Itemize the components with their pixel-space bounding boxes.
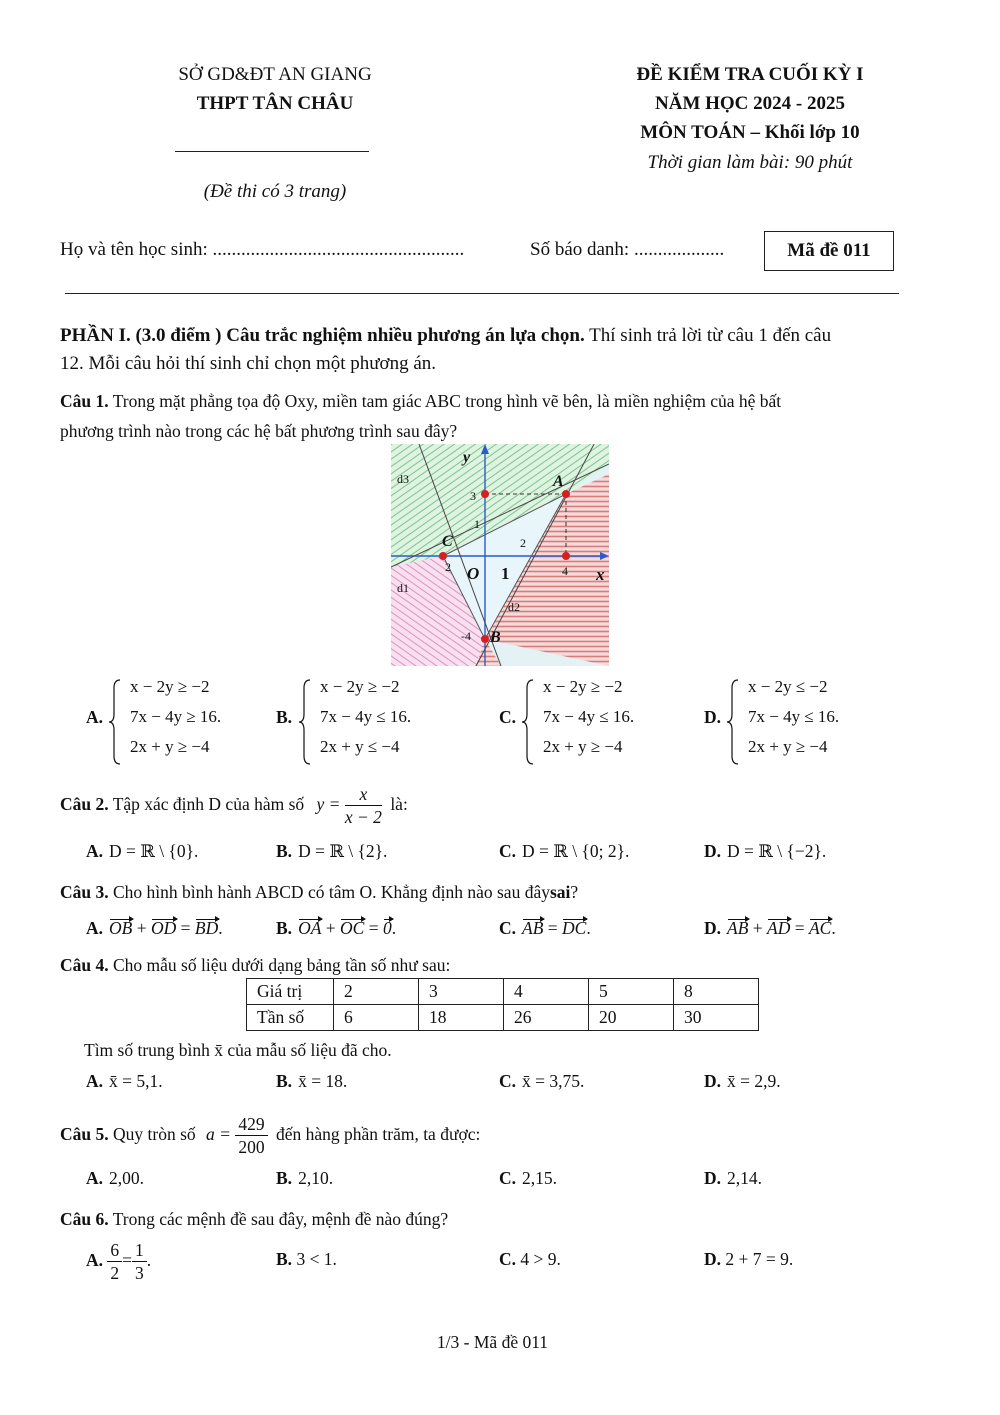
q2-fraction — [345, 783, 382, 828]
inequality-system — [108, 677, 278, 767]
q5-option-a[interactable] — [86, 1168, 144, 1189]
vector: 0 — [382, 918, 392, 938]
q6-label: Câu 6. — [60, 1209, 109, 1229]
option-label: C. — [499, 1071, 517, 1091]
option-text: x̄ = 5,1. — [109, 1071, 163, 1091]
part1-desc-2: 12. Mỗi câu hỏi thí sinh chỉ chọn một phương án. — [60, 353, 437, 374]
q1-figure — [391, 444, 609, 666]
q2-option-b[interactable] — [276, 841, 387, 862]
vector: BD — [194, 918, 219, 938]
part1-title: PHẦN I. (3.0 điểm ) Câu trắc nghiệm nhiều phương án lựa chọn. — [60, 325, 585, 346]
q2-stem: Tập xác định D của hàm số — [112, 794, 305, 814]
q2-tail: là: — [390, 794, 408, 814]
q5-fraction — [235, 1113, 267, 1158]
vector: OB — [109, 918, 133, 938]
q5-a-eq: a = — [206, 1124, 231, 1144]
operator: . — [831, 918, 836, 938]
tick-y3: 3 — [470, 489, 476, 503]
inequality-line: x − 2y ≥ −2 — [320, 677, 400, 696]
q1-label: Câu 1. — [60, 391, 109, 411]
option-text: 4 > 9. — [520, 1249, 561, 1269]
q5-option-c[interactable] — [499, 1168, 557, 1189]
inequality-line: 2x + y ≥ −4 — [748, 737, 828, 756]
option-label: A. — [86, 707, 104, 727]
option-label: C. — [499, 1168, 517, 1188]
q6-den-1: 2 — [110, 1263, 120, 1284]
q4-label: Câu 4. — [60, 955, 109, 975]
option-text: 2,15. — [522, 1168, 558, 1188]
school-name: THPT TÂN CHÂU — [196, 93, 354, 114]
dept-name: SỞ GD&ĐT AN GIANG — [178, 64, 372, 85]
q2-option-d[interactable] — [704, 841, 826, 862]
header-divider-left — [175, 151, 369, 152]
option-label: D. — [704, 918, 722, 938]
q6-option-c[interactable] — [499, 1249, 561, 1270]
label-a: A — [553, 473, 564, 490]
q3-text — [60, 880, 578, 904]
table-cell: Giá trị — [247, 979, 334, 1005]
option-text: x̄ = 18. — [298, 1071, 348, 1091]
q6-end: . — [146, 1250, 152, 1270]
option-label: A. — [86, 1071, 104, 1091]
point-a — [562, 490, 570, 498]
q6-fraction-1 — [107, 1239, 122, 1284]
table-cell: 26 — [504, 1005, 589, 1031]
inequality-line: x − 2y ≥ −2 — [543, 677, 623, 696]
point-b — [481, 635, 489, 643]
tick-xm2: 2 — [445, 560, 451, 574]
option-text: D = ℝ \ {−2}. — [727, 841, 827, 861]
inequality-line: 2x + y ≤ −4 — [320, 737, 400, 756]
option-label: C. — [499, 841, 517, 861]
q6-option-b[interactable] — [276, 1249, 337, 1270]
option-label: B. — [276, 1249, 293, 1269]
q3-option-a[interactable] — [86, 918, 223, 939]
label-d1: d1 — [397, 581, 409, 595]
q5-denominator: 200 — [238, 1137, 265, 1158]
tick-x2: 2 — [520, 536, 526, 550]
q6-eq: = — [122, 1250, 133, 1270]
page-footer: 1/3 - Mã đề 011 — [436, 1332, 549, 1352]
q2-y-eq: y = — [316, 794, 341, 814]
option-label: B. — [276, 1168, 293, 1188]
inequality-system — [521, 677, 691, 767]
option-text: 2,14. — [727, 1168, 763, 1188]
tick-y1: 1 — [474, 517, 480, 531]
point-c — [439, 552, 447, 560]
table-cell: 5 — [589, 979, 674, 1005]
option-text: 2,10. — [298, 1168, 334, 1188]
table-cell: 18 — [419, 1005, 504, 1031]
label-c: C — [442, 533, 453, 550]
option-text: D = ℝ \ {0; 2}. — [522, 841, 630, 861]
tick-ym4: -4 — [461, 629, 471, 643]
option-label: D. — [704, 1071, 722, 1091]
inequality-line: x − 2y ≤ −2 — [748, 677, 828, 696]
q3-option-d[interactable] — [704, 918, 836, 939]
operator: . — [391, 918, 397, 938]
duration-line: Thời gian làm bài: 90 phút — [647, 152, 853, 173]
q4-option-b[interactable] — [276, 1071, 347, 1092]
q1-option-c[interactable] — [499, 677, 689, 767]
q6-text — [60, 1207, 448, 1231]
q5-stem: Quy tròn số — [113, 1124, 196, 1144]
table-cell: 8 — [674, 979, 759, 1005]
option-label: C. — [499, 918, 517, 938]
subject-line: MÔN TOÁN – Khối lớp 10 — [640, 122, 860, 143]
vector: OA — [298, 918, 322, 938]
q6-num-2: 1 — [132, 1239, 147, 1262]
vector: AB — [727, 918, 749, 938]
q4-option-c[interactable] — [499, 1071, 584, 1092]
option-text: D = ℝ \ {2}. — [298, 841, 388, 861]
q2-option-a[interactable] — [86, 841, 198, 862]
pages-note: (Đề thi có 3 trang) — [203, 181, 347, 202]
operator: = — [543, 918, 563, 938]
q2-option-c[interactable] — [499, 841, 629, 862]
q4-option-d[interactable] — [704, 1071, 781, 1092]
table-cell: 30 — [674, 1005, 759, 1031]
q2-denominator: x − 2 — [344, 807, 382, 828]
inequality-line: x − 2y ≥ −2 — [130, 677, 210, 696]
option-label: B. — [276, 841, 293, 861]
q4-text — [60, 953, 450, 977]
school-year: NĂM HỌC 2024 - 2025 — [655, 93, 845, 114]
table-cell: 6 — [334, 1005, 419, 1031]
operator: + — [748, 918, 768, 938]
inequality-line: 7x − 4y ≤ 16. — [320, 707, 412, 726]
q5-option-b[interactable] — [276, 1168, 333, 1189]
point-x4 — [562, 552, 570, 560]
option-label: A. — [86, 918, 104, 938]
q6-stem: Trong các mệnh đề sau đây, mệnh đề nào đúng? — [112, 1209, 449, 1229]
label-d3: d3 — [397, 472, 409, 486]
student-id-field: Số báo danh: ................... — [530, 239, 725, 260]
option-label: D. — [704, 1249, 722, 1269]
label-b: B — [490, 629, 501, 646]
inequality-system — [726, 677, 896, 767]
q6-option-a[interactable] — [86, 1237, 151, 1284]
q5-option-d[interactable] — [704, 1168, 762, 1189]
part1-heading — [60, 322, 945, 378]
q1-option-a[interactable] — [86, 677, 276, 767]
option-label: B. — [276, 1071, 293, 1091]
tick-x4: 4 — [562, 564, 568, 578]
q6-num-1: 6 — [107, 1239, 122, 1262]
q2-text — [60, 781, 408, 828]
option-label: C. — [499, 707, 517, 727]
brace-icon — [108, 678, 122, 766]
option-label: D. — [704, 707, 722, 727]
student-name-field: Họ và tên học sinh: ..................................................... — [60, 239, 465, 260]
option-label: A. — [86, 841, 104, 861]
table-row-values — [247, 979, 759, 1005]
inequality-line: 7x − 4y ≤ 16. — [748, 707, 840, 726]
vector: AB — [522, 918, 544, 938]
q4-option-a[interactable] — [86, 1071, 163, 1092]
label-d2: d2 — [508, 600, 520, 614]
table-cell: 4 — [504, 979, 589, 1005]
q3-bold-word: sai — [549, 882, 571, 902]
brace-icon — [726, 678, 740, 766]
part1-desc: Thí sinh trả lời từ câu 1 đến câu — [589, 325, 832, 346]
q1-text — [60, 386, 945, 446]
operator: = — [176, 918, 195, 938]
q6-den-2: 3 — [135, 1263, 144, 1284]
q6-option-d[interactable] — [704, 1249, 793, 1270]
header-divider — [65, 293, 899, 294]
exam-code-box: Mã đề 011 — [764, 231, 894, 271]
q3-stem-end: ? — [570, 882, 579, 902]
option-text: D = ℝ \ {0}. — [109, 841, 199, 861]
q1-option-d[interactable] — [704, 677, 894, 767]
operator: = — [790, 918, 809, 938]
table-row-frequencies — [247, 1005, 759, 1031]
q5-stem-2: đến hàng phần trăm, ta được: — [275, 1124, 481, 1144]
option-text: 2,00. — [109, 1168, 145, 1188]
table-cell: 2 — [334, 979, 419, 1005]
option-text: 2 + 7 = 9. — [725, 1249, 794, 1269]
x-axis-label: x — [596, 565, 605, 584]
q4-stem: Cho mẫu số liệu dưới dạng bảng tần số như sau: — [113, 955, 451, 975]
operator: = — [364, 918, 383, 938]
q5-text — [60, 1111, 480, 1158]
inequality-system — [298, 677, 468, 767]
inequality-line: 7x − 4y ≤ 16. — [543, 707, 635, 726]
operator: . — [586, 918, 591, 938]
table-cell: Tần số — [247, 1005, 334, 1031]
q1-option-b[interactable] — [276, 677, 466, 767]
q5-label: Câu 5. — [60, 1124, 109, 1144]
exam-title: ĐỀ KIỂM TRA CUỐI KỲ I — [636, 64, 864, 85]
option-label: B. — [276, 918, 293, 938]
frequency-table — [246, 978, 759, 1031]
tick-x1: 1 — [501, 564, 510, 583]
y-axis-label: y — [463, 449, 471, 466]
operator: + — [321, 918, 341, 938]
option-label: D. — [704, 841, 722, 861]
option-label: C. — [499, 1249, 517, 1269]
q1-stem-2: phương trình nào trong các hệ bất phương trình sau đây? — [60, 421, 458, 441]
brace-icon — [298, 678, 312, 766]
q6-fraction-2 — [132, 1239, 147, 1284]
option-text: x̄ = 2,9. — [727, 1071, 781, 1091]
q3-label: Câu 3. — [60, 882, 109, 902]
inequality-line: 2x + y ≥ −4 — [543, 737, 623, 756]
brace-icon — [521, 678, 535, 766]
operator: . — [218, 918, 223, 938]
vector: DC — [562, 918, 587, 938]
option-label: A. — [86, 1250, 104, 1270]
table-cell: 20 — [589, 1005, 674, 1031]
vector: AD — [767, 918, 791, 938]
table-cell: 3 — [419, 979, 504, 1005]
vector: OD — [150, 918, 177, 938]
option-text: 3 < 1. — [296, 1249, 337, 1269]
q3-option-b[interactable] — [276, 918, 396, 939]
q3-stem: Cho hình bình hành ABCD có tâm O. Khẳng định nào sau đây — [113, 882, 550, 902]
q2-numerator: x — [345, 783, 382, 806]
q2-label: Câu 2. — [60, 794, 109, 814]
q1-stem: Trong mặt phẳng tọa độ Oxy, miền tam giác ABC trong hình vẽ bên, là miền nghiệm của hệ bất — [112, 391, 782, 411]
q3-option-c[interactable] — [499, 918, 591, 939]
option-text: x̄ = 3,75. — [522, 1071, 585, 1091]
q4-ask: Tìm số trung bình x̄ của mẫu số liệu đã cho. — [84, 1040, 392, 1060]
operator: + — [132, 918, 151, 938]
option-label: B. — [276, 707, 293, 727]
vector: AC — [808, 918, 832, 938]
inequality-line: 2x + y ≥ −4 — [130, 737, 210, 756]
option-label: D. — [704, 1168, 722, 1188]
q5-numerator: 429 — [235, 1113, 267, 1136]
point-y3 — [481, 490, 489, 498]
origin-label: O — [467, 564, 480, 583]
inequality-line: 7x − 4y ≥ 16. — [130, 707, 222, 726]
option-label: A. — [86, 1168, 104, 1188]
vector: OC — [340, 918, 365, 938]
